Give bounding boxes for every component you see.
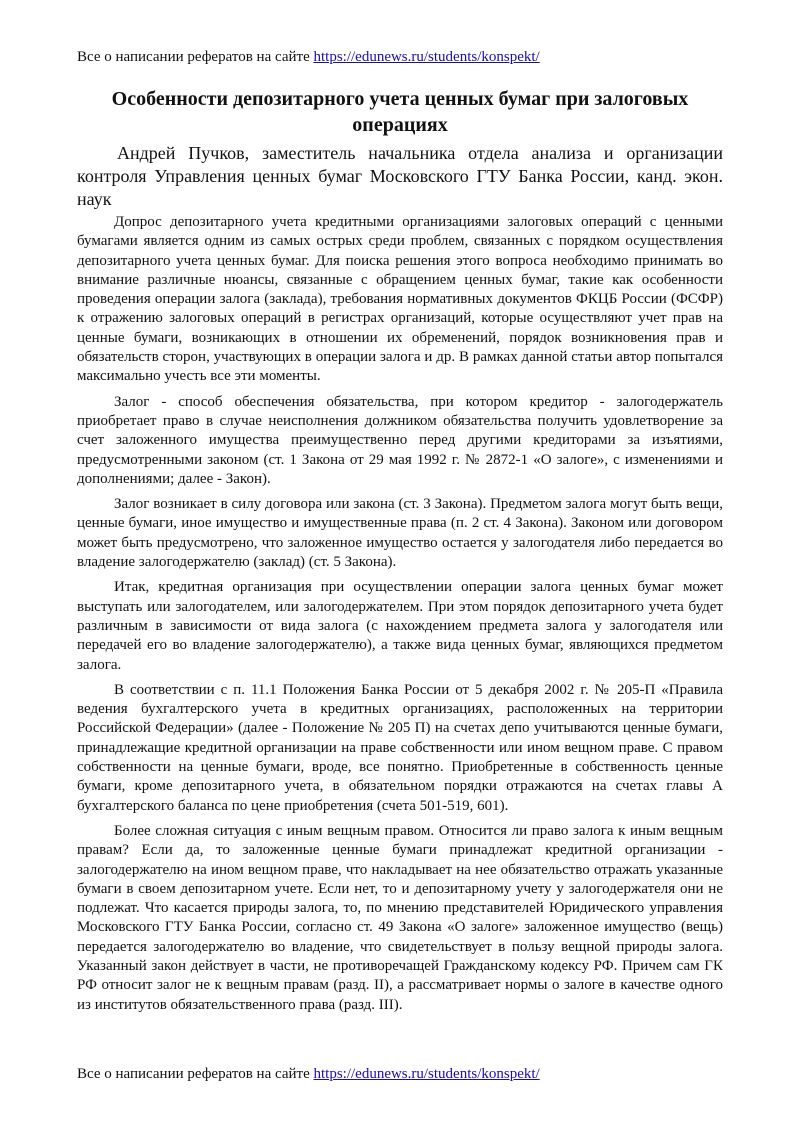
footer-site-link[interactable]: https://edunews.ru/students/konspekt/ xyxy=(313,1066,540,1082)
document-title: Особенности депозитарного учета ценных бумаг при залоговых операциях xyxy=(111,88,689,136)
footer-prefix: Все о написании рефератов на сайте xyxy=(77,1066,310,1082)
author-line: Андрей Пучков, заместитель начальника отдела анализа и организации контроля Управления ценных бумаг Московского ГТУ Банка России, канд. экон. наук xyxy=(77,143,723,209)
footer-line xyxy=(77,1065,540,1083)
header-prefix: Все о написании рефератов на сайте xyxy=(77,49,310,65)
paragraph-6: Более сложная ситуация с иным вещным правом. Относится ли право залога к иным вещным правам? Если да, то заложенные ценные бумаги принадлежат кредитной организации - залогодержателю на ином вещном праве, что накладывает на нее обязательство отражать указанные бумаги в своем депозитарном учете. Если нет, то и депозитарному учету у залогодержателя они не подлежат. Что касается природы залога, то, по мнению представителей Юридического управления Московского ГТУ Банка России, согласно ст. 49 Закона «О залоге» заложенное имущество (вещь) передается залогодержателю во владение, что свидетельствует в пользу вещной природы залога. Указанный закон действует в части, не противоречащей Гражданскому кодексу РФ. Причем сам ГК РФ относит залог не к вещным правам (разд. II), а рассматривает нормы о залоге в качестве одного из институтов обязательственного права (разд. III). xyxy=(77,822,723,1013)
header-site-link[interactable]: https://edunews.ru/students/konspekt/ xyxy=(313,49,540,65)
paragraph-1: Допрос депозитарного учета кредитными организациями залоговых операций с ценными бумагами является одним из самых острых среди проблем, связанных с порядком осуществления депозитарного учета ценных бумаг. Для поиска решения этого вопроса необходимо принимать во внимание различные нюансы, связанные с обращением ценных бумаг, такие как особенности проведения операции залога (заклада), требования нормативных документов ФКЦБ России (ФСФР) к отражению залоговых операций в регистрах организаций, которые осуществляют учет прав на ценные бумаги, возникающих в отношении их обременений, порядок возникновения прав и обязательств сторон, участвующих в операции залога и др. В рамках данной статьи автор попытался максимально учесть все эти моменты. xyxy=(77,214,723,385)
document-body xyxy=(77,213,723,1021)
header-line xyxy=(77,48,540,66)
paragraph-2: Залог - способ обеспечения обязательства, при котором кредитор - залогодержатель приобретает право в случае неисполнения должником обязательства получить удовлетворение за счет заложенного имущества преимущественно перед другими кредиторами за изъятиями, предусмотренными законом (ст. 1 Закона от 29 мая 1992 г. № 2872-1 «О залоге», с изменениями и дополнениями; далее - Закон). xyxy=(77,393,723,487)
paragraph-5: В соответствии с п. 11.1 Положения Банка России от 5 декабря 2002 г. № 205-П «Правила ведения бухгалтерского учета в кредитных организациях, расположенных на территории Российской Федерации» (далее - Положение № 205 П) на счетах депо учитываются ценные бумаги, принадлежащие кредитной организации на праве собственности или ином вещном праве. С правом собственности на ценные бумаги, вроде, все понятно. Приобретенные в собственность ценные бумаги, кроме депозитарного учета, в обязательном порядки отражаются на счетах главы А бухгалтерского баланса по цене приобретения (счета 501-519, 601). xyxy=(77,681,723,814)
paragraph-4: Итак, кредитная организация при осуществлении операции залога ценных бумаг может выступать или залогодателем, или залогодержателем. При этом порядок депозитарного учета будет различным в зависимости от вида залога (с нахождением предмета залога у залогодателя или передачей его во владение залогодержателю), а также вида ценных бумаг, являющихся предметом залога. xyxy=(77,579,723,673)
paragraph-3: Залог возникает в силу договора или закона (ст. 3 Закона). Предметом залога могут быть вещи, ценные бумаги, иное имущество и имущественные права (п. 2 ст. 4 Закона). Законом или договором может быть предусмотрено, что заложенное имущество остается у залогодателя либо передается во владение залогодержателю (заклад) (ст. 5 Закона). xyxy=(77,496,723,571)
